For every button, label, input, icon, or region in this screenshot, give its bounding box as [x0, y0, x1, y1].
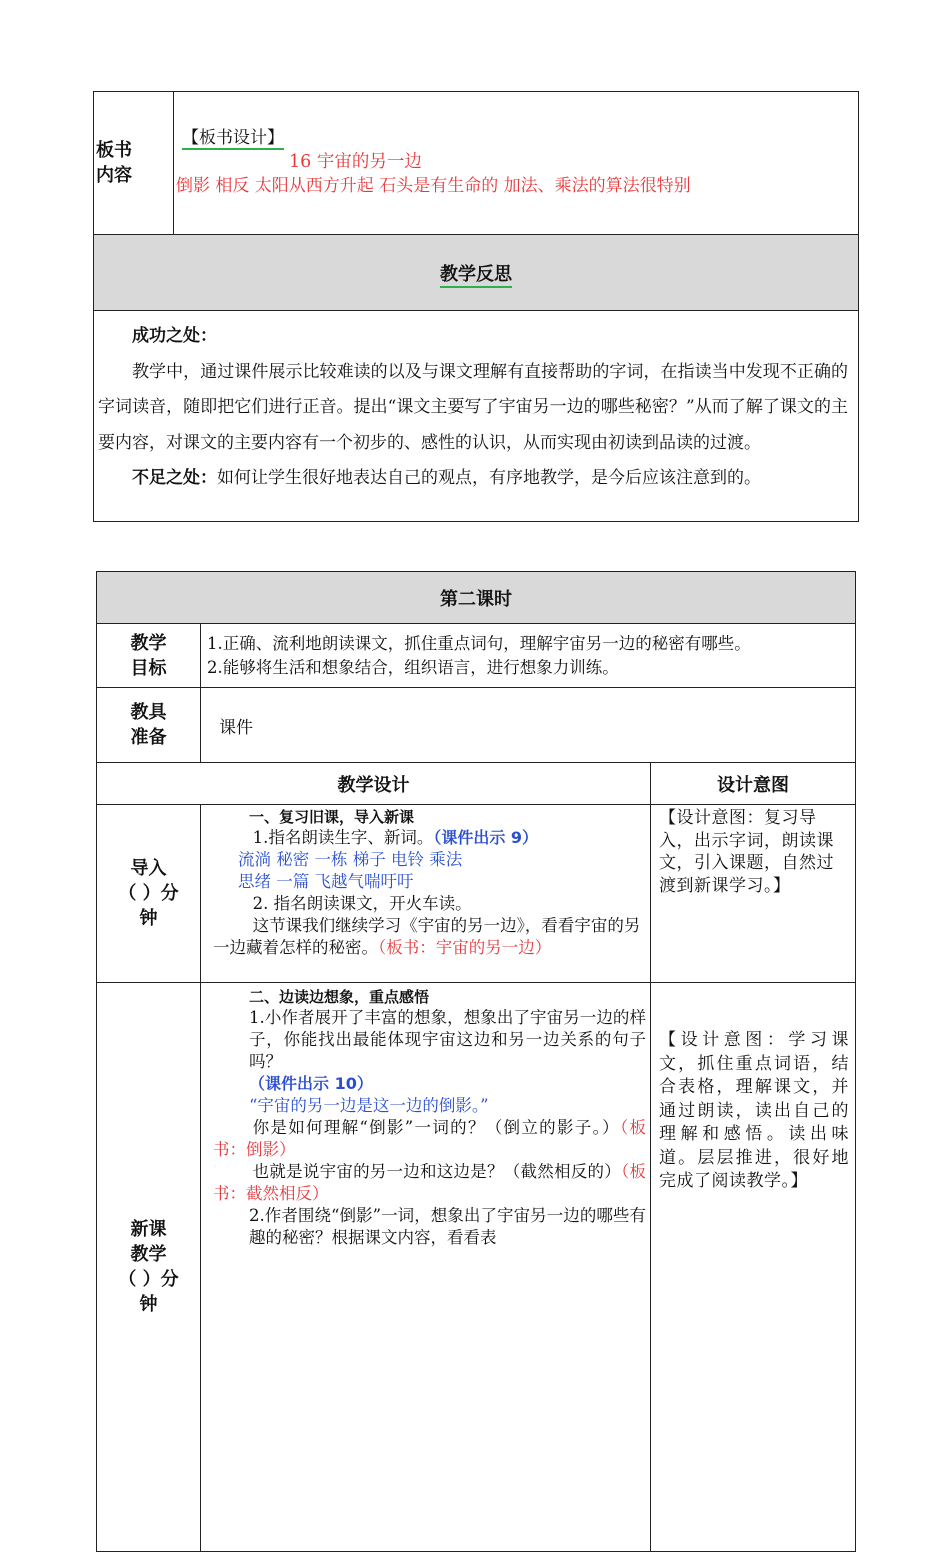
newlesson-q4: 2.作者围绕“倒影”一词，想象出了宇宙另一边的哪些有趣的秘密？根据课文内容，看看表 — [249, 1206, 646, 1247]
goal-content-cell — [201, 624, 856, 688]
goal-2: 2.能够将生活和想象结合，组织语言，进行想象力训练。 — [207, 658, 619, 677]
newlesson-q1: 1.小作者展开了丰富的想象，想象出了宇宙另一边的样子，你能找出最能体现宇宙这边和另一边关系的句子吗？ — [249, 1008, 646, 1071]
design-header-cell — [97, 763, 651, 805]
design-header: 教学设计 — [337, 774, 410, 796]
newlesson-q3-note: （板书：截然相反） — [213, 1162, 647, 1203]
intro-content-cell — [201, 805, 651, 983]
intro-words1: 流淌 秘密 一栋 梯子 电铃 乘法 — [238, 850, 463, 869]
intro-line1-note: （课件出示 9） — [433, 828, 539, 847]
intro-label: 导入 （ ）分 钟 — [118, 858, 179, 929]
newlesson-quote: “宇宙的另一边是这一边的倒影。” — [249, 1096, 489, 1115]
goal-label-cell — [97, 624, 201, 688]
tools-content-cell — [201, 688, 856, 763]
newlesson-content-cell — [201, 983, 651, 1552]
intro-line1: 1.指名朗读生字、新词。 — [252, 828, 434, 847]
newlesson-note: （课件出示 10） — [249, 1074, 373, 1093]
intro-words2: 思绪 一篇 飞越气喘吁吁 — [238, 872, 414, 891]
newlesson-intent: 【设计意图：学习课文，抓住重点词语，结合表格，理解课文，并通过朗读，读出自己的理解和感悟。读出味道。层层推进，很好地完成了阅读教学。】 — [659, 1030, 850, 1191]
shortcoming-text: 如何让学生很好地表达自己的观点，有序地教学，是今后应该注意到的。 — [217, 468, 761, 488]
intro-intent-cell — [651, 805, 856, 983]
newlesson-q2-note: （板书：倒影） — [213, 1118, 647, 1159]
board-reflection-table — [93, 91, 859, 522]
success-title: 成功之处： — [132, 326, 217, 346]
success-text: 教学中，通过课件展示比较难读的以及与课文理解有直接帮助的字词，在指读当中发现不正确的字词读音，随即把它们进行正音。提出“课文主要写了宇宙另一边的哪些秘密？”从而了解了课文的主要内容，对课文的主要内容有一个初步的、感性的认识，从而实现由初读到品读的过渡。 — [98, 361, 848, 453]
tools-label: 教具 准备 — [130, 702, 167, 748]
intro-title: 一、复习旧课，导入新课 — [249, 808, 415, 826]
tools-value: 课件 — [219, 717, 253, 738]
newlesson-label-cell — [97, 983, 201, 1552]
board-label: 板书 内容 — [96, 140, 132, 186]
shortcoming-title: 不足之处： — [132, 468, 217, 488]
intro-line2: 2. 指名朗读课文，开火车读。 — [252, 894, 472, 913]
intro-intent: 【设计意图：复习导入，出示字词，朗读课文，引入课题，自然过渡到新课学习。】 — [659, 808, 834, 896]
newlesson-intent-cell — [651, 983, 856, 1552]
second-session-table — [96, 571, 856, 1552]
reflection-header-cell — [94, 235, 859, 311]
newlesson-q3: 也就是说宇宙的另一边和这边是？（截然相反的） — [252, 1162, 622, 1181]
board-lesson-title: 16 宇宙的另一边 — [289, 152, 422, 172]
intro-label-cell — [97, 805, 201, 983]
board-content-cell — [174, 92, 859, 235]
board-design-title: 【板书设计】 — [182, 128, 284, 148]
newlesson-title: 二、边读边想象，重点感悟 — [249, 988, 430, 1006]
intro-line3: 这节课我们继续学习《宇宙的另一边》，看看宇宙的另一边藏着怎样的秘密。 — [213, 916, 641, 957]
reflection-body-cell — [94, 311, 859, 522]
intent-header: 设计意图 — [717, 774, 789, 796]
intro-line3-note: （板书：宇宙的另一边） — [378, 938, 552, 957]
reflection-header: 教学反思 — [440, 264, 512, 288]
newlesson-label: 新课 教学 （ ）分 钟 — [118, 1219, 179, 1315]
session-header: 第二课时 — [440, 588, 512, 610]
newlesson-q2: 你是如何理解“倒影”一词的？（倒立的影子。） — [252, 1118, 620, 1137]
intent-header-cell — [651, 763, 856, 805]
goal-label: 教学 目标 — [130, 632, 167, 679]
session-header-cell — [97, 572, 856, 624]
board-label-cell — [94, 92, 174, 235]
tools-label-cell — [97, 688, 201, 763]
board-keywords: 倒影 相反 太阳从西方升起 石头是有生命的 加法、乘法的算法很特别 — [176, 176, 691, 196]
goal-1: 1.正确、流利地朗读课文，抓住重点词句，理解宇宙另一边的秘密有哪些。 — [207, 634, 751, 653]
